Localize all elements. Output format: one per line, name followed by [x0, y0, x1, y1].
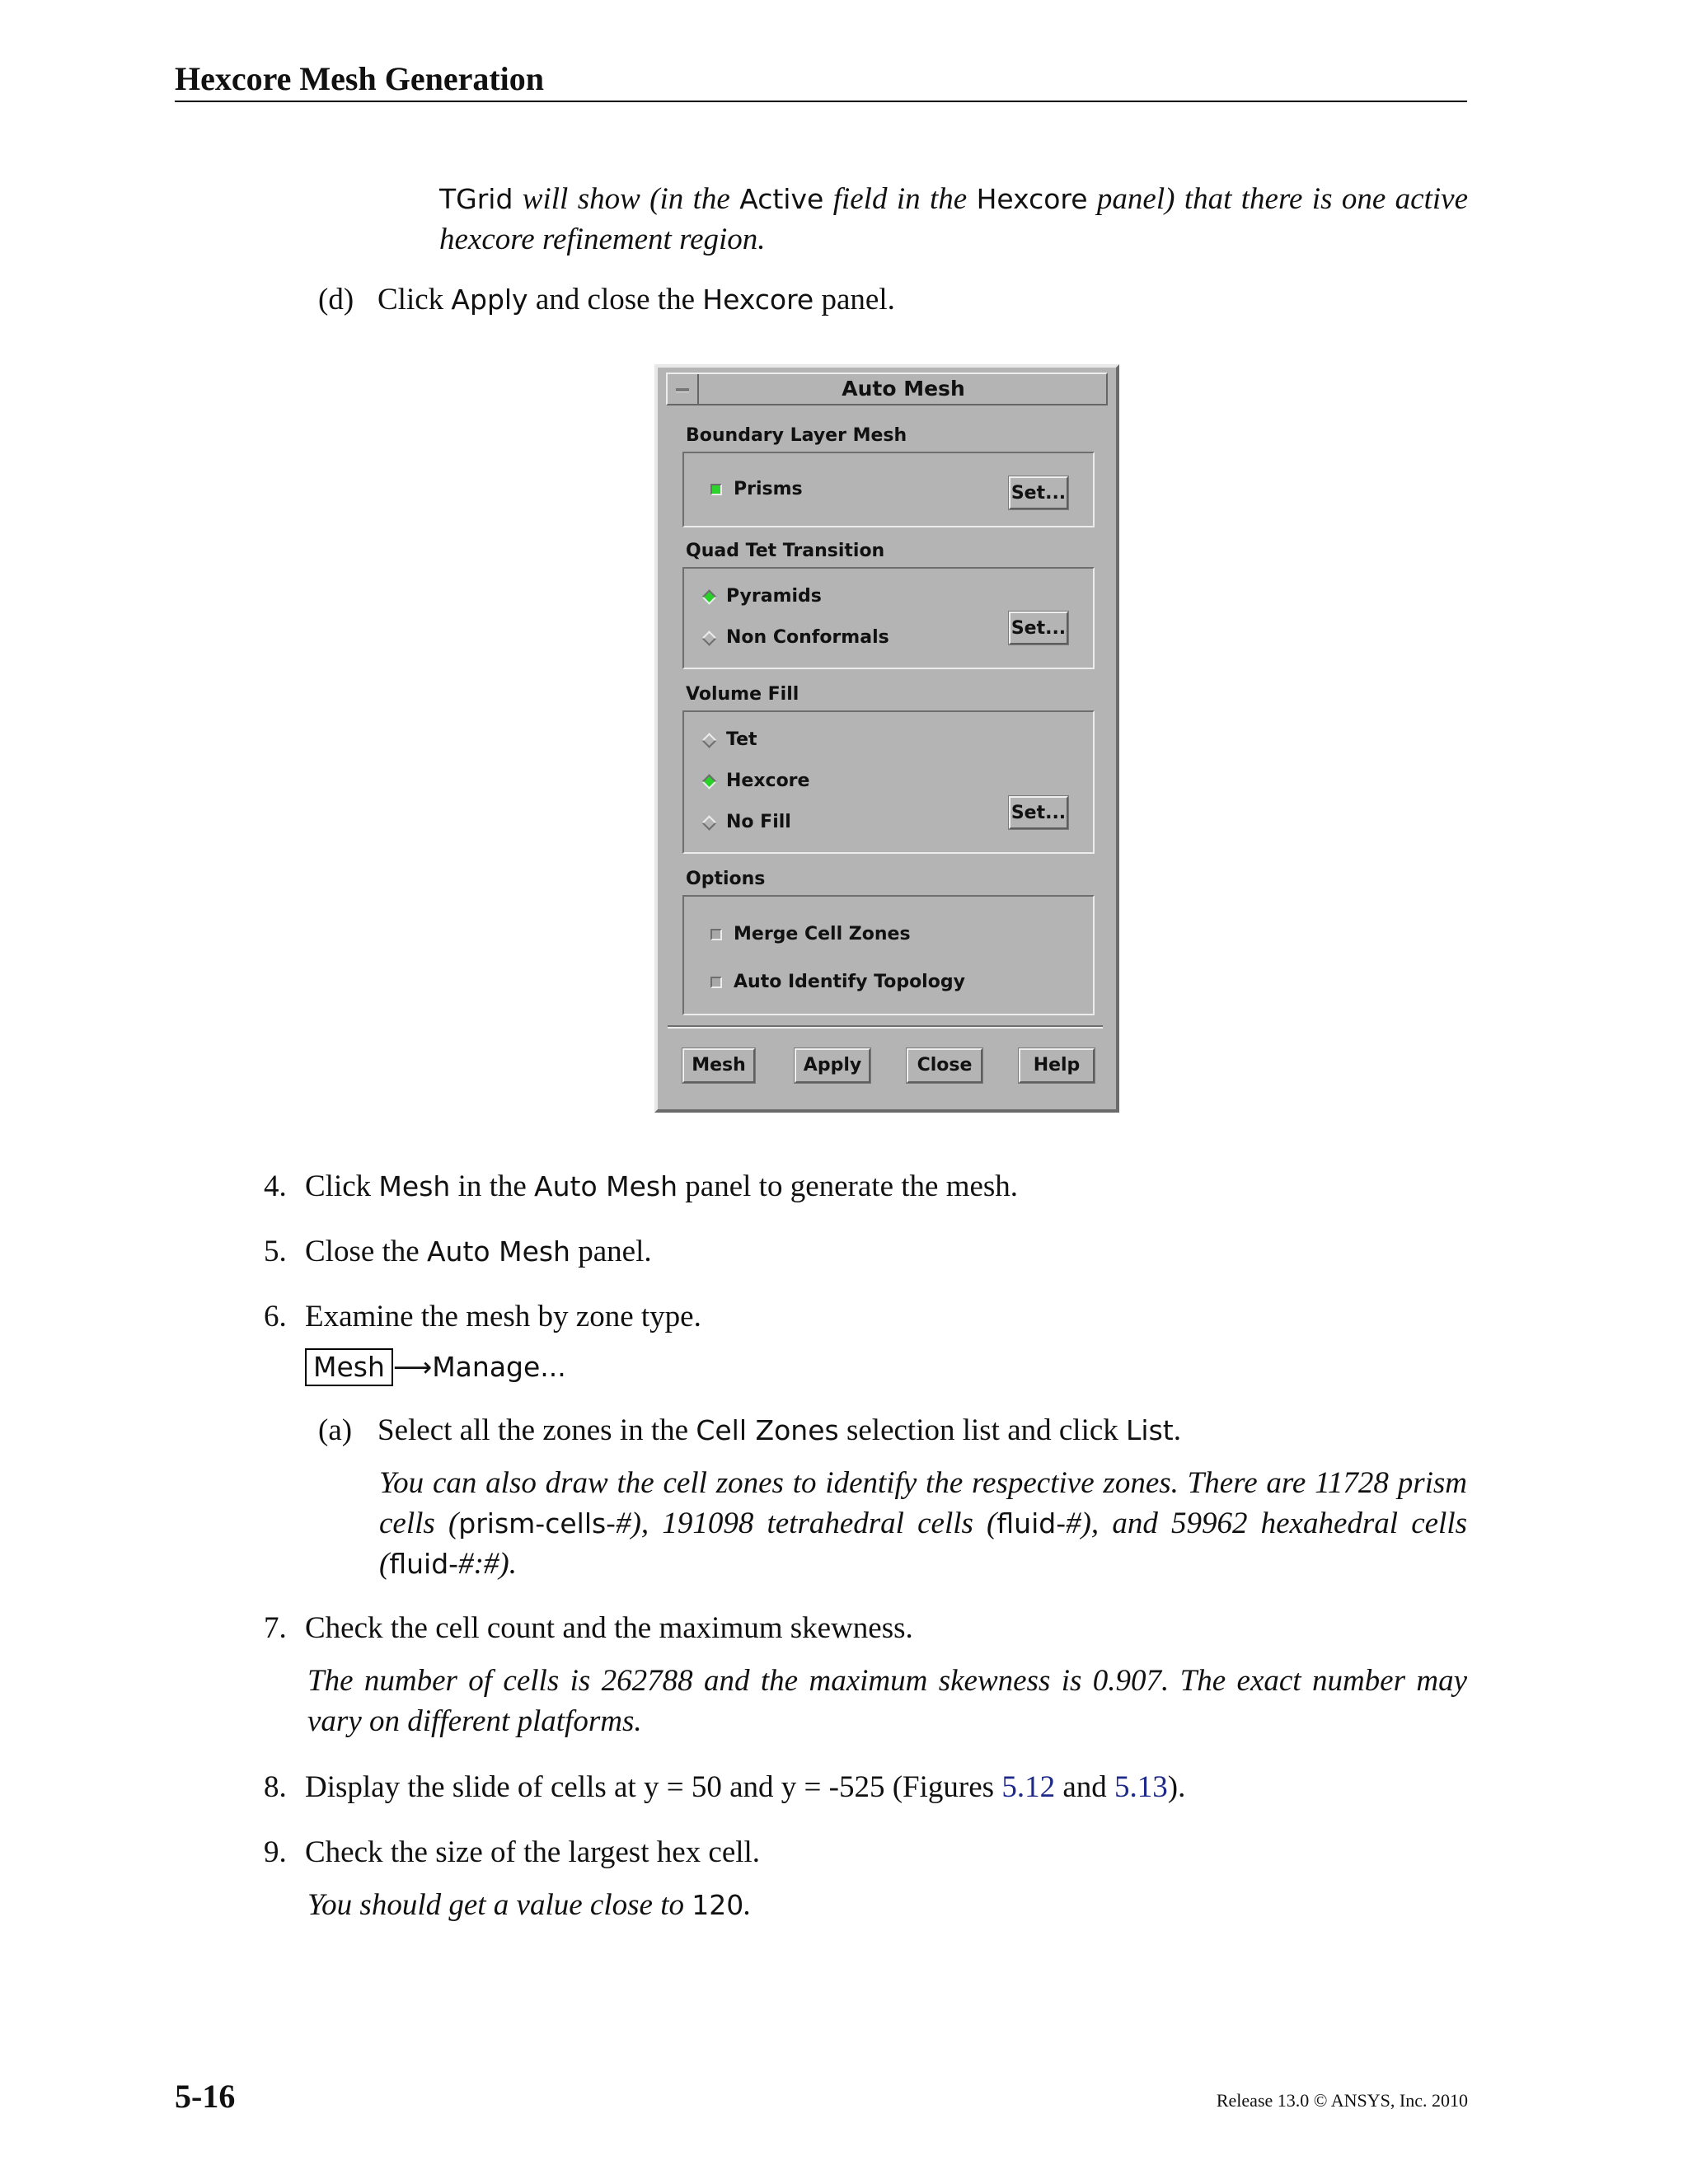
volume-fill-frame	[682, 710, 1095, 854]
step9-note: You should get a value close to 120.	[307, 1888, 752, 1922]
boundary-layer-frame	[682, 452, 1095, 527]
step8-text: Display the slide of cells at y = 50 and y = -525 (Figures 5.12 and 5.13).	[305, 1770, 1186, 1804]
tet-label: Tet	[726, 729, 757, 750]
step7-num: 7.	[264, 1611, 287, 1645]
step5-num: 5.	[264, 1235, 287, 1268]
no-fill-label: No Fill	[726, 812, 791, 832]
radio-unselected-icon	[701, 815, 716, 830]
menu-mesh[interactable]: Mesh	[305, 1348, 393, 1386]
page-number: 5-16	[175, 2078, 236, 2115]
radio-unselected-icon	[701, 733, 716, 748]
checkbox-unchecked-icon	[710, 929, 722, 940]
apply-button[interactable]: Apply	[795, 1048, 870, 1083]
step9-text: Check the size of the largest hex cell.	[305, 1835, 761, 1869]
options-label: Options	[686, 869, 766, 889]
quad-tet-frame	[682, 567, 1095, 669]
running-header: Hexcore Mesh Generation	[175, 59, 1467, 102]
step6-num: 6.	[264, 1300, 287, 1333]
options-frame	[682, 895, 1095, 1015]
non-conformals-label: Non Conformals	[726, 627, 889, 648]
volume-fill-label: Volume Fill	[686, 684, 799, 705]
checkbox-unchecked-icon	[710, 977, 722, 988]
help-button[interactable]: Help	[1019, 1048, 1095, 1083]
auto-mesh-panel	[654, 364, 1119, 1113]
figure-link-5-12[interactable]: 5.12	[1001, 1770, 1056, 1804]
prisms-checkbox[interactable]	[710, 478, 803, 501]
mesh-button[interactable]: Mesh	[682, 1048, 755, 1083]
panel-titlebar[interactable]	[666, 373, 1108, 405]
hexcore-label: Hexcore	[726, 771, 810, 791]
window-menu-icon[interactable]	[668, 374, 699, 404]
boundary-layer-label: Boundary Layer Mesh	[686, 425, 907, 446]
intro-note: TGrid will show (in the Active field in the Hexcore panel) that there is one active hexcore refinement region.	[439, 182, 1468, 256]
step4-num: 4.	[264, 1169, 287, 1203]
figure-link-5-13[interactable]: 5.13	[1114, 1770, 1168, 1804]
radio-unselected-icon	[701, 630, 716, 645]
no-fill-radio[interactable]	[701, 811, 791, 834]
step5-text: Close the Auto Mesh panel.	[305, 1235, 652, 1268]
checkbox-checked-icon	[710, 484, 722, 495]
button-separator	[668, 1025, 1103, 1029]
non-conformals-radio[interactable]	[701, 626, 889, 649]
menu-path	[305, 1348, 566, 1386]
step6a-text: Select all the zones in the Cell Zones selection list and click List.	[377, 1413, 1181, 1447]
auto-identify-topology-checkbox[interactable]	[710, 971, 965, 994]
release-footer: Release 13.0 © ANSYS, Inc. 2010	[1216, 2090, 1468, 2111]
step6a-label: (a)	[318, 1413, 353, 1447]
prisms-label: Prisms	[734, 479, 803, 499]
merge-cell-zones-label: Merge Cell Zones	[734, 924, 911, 944]
close-button[interactable]: Close	[907, 1048, 982, 1083]
merge-cell-zones-checkbox[interactable]	[710, 923, 911, 946]
menu-item-manage[interactable]: Manage...	[432, 1351, 566, 1383]
boundary-layer-set-button[interactable]: Set...	[1009, 476, 1068, 509]
step6a-note: You can also draw the cell zones to identify the respective zones. There are 11728 prism cells (prism-cells-#), 191098 tetrahedral cells (fluid-#), and 59962 hexahedral cells (fluid-#:#).	[379, 1466, 1468, 1581]
step9-num: 9.	[264, 1835, 287, 1869]
pyramids-label: Pyramids	[726, 586, 822, 607]
radio-selected-icon	[701, 589, 716, 604]
step-d-label: (d)	[318, 283, 354, 316]
step8-num: 8.	[264, 1770, 287, 1804]
volume-fill-set-button[interactable]: Set...	[1009, 796, 1068, 829]
radio-selected-icon	[701, 774, 716, 789]
tet-radio[interactable]	[701, 729, 757, 752]
step7-note: The number of cells is 262788 and the maximum skewness is 0.907. The exact number may vary on different platforms.	[307, 1664, 1467, 1738]
menu-arrow: ⟶	[392, 1351, 433, 1383]
step7-text: Check the cell count and the maximum skewness.	[305, 1611, 913, 1645]
step-d-text: Click Apply and close the Hexcore panel.	[377, 283, 895, 316]
panel-title: Auto Mesh	[842, 377, 965, 401]
quad-tet-label: Quad Tet Transition	[686, 541, 885, 561]
quad-tet-set-button[interactable]: Set...	[1009, 612, 1068, 644]
auto-identify-topology-label: Auto Identify Topology	[734, 972, 965, 992]
hexcore-radio[interactable]	[701, 770, 809, 793]
pyramids-radio[interactable]	[701, 585, 822, 608]
step6-text: Examine the mesh by zone type.	[305, 1300, 701, 1333]
step4-text: Click Mesh in the Auto Mesh panel to generate the mesh.	[305, 1169, 1019, 1203]
